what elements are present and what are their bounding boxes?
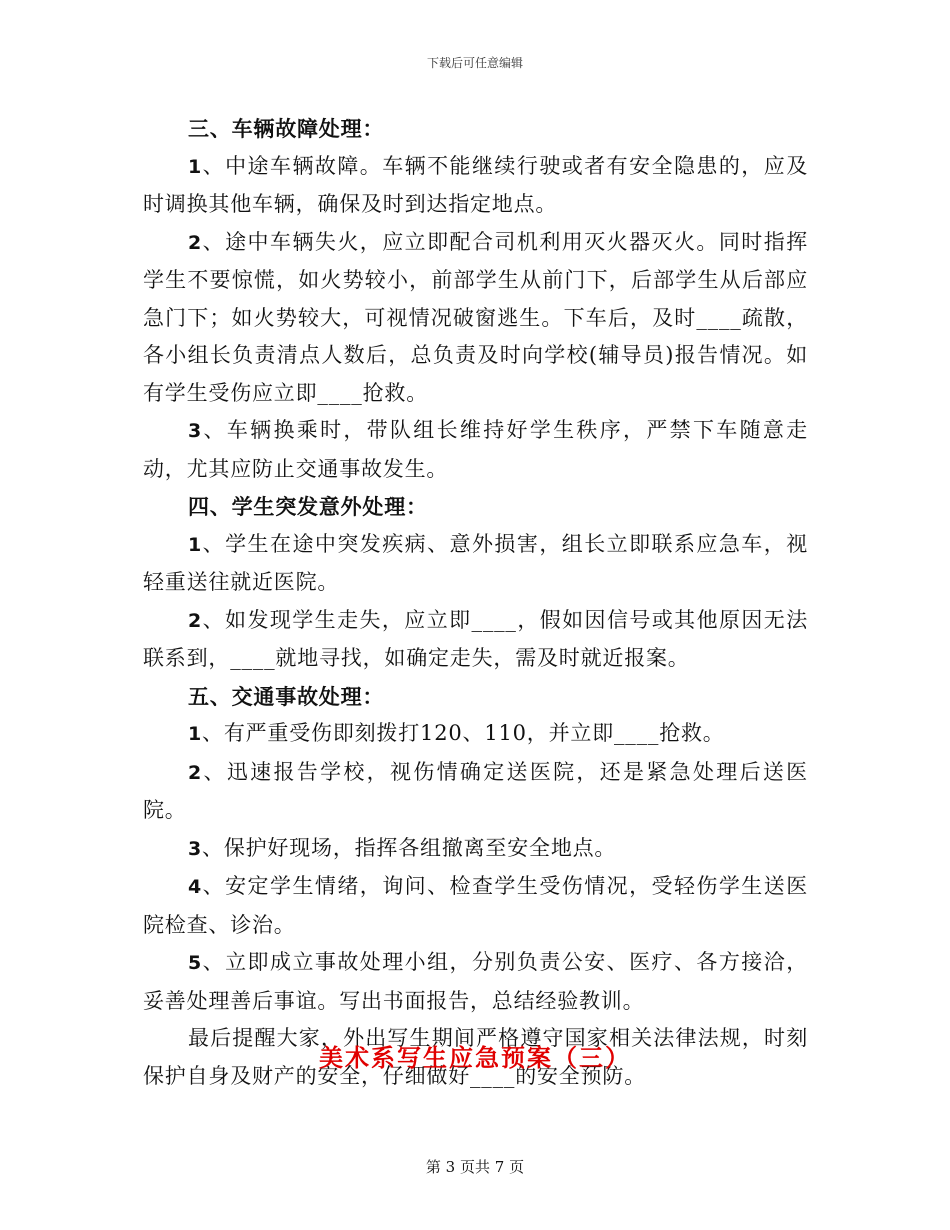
paragraph [143, 830, 808, 869]
section-heading-traffic: 五、交通事故处理： [188, 683, 385, 709]
document-body [143, 110, 808, 1095]
paragraph [143, 412, 808, 488]
paragraph-text: 、如发现学生走失，应立即____，假如因信号或其他原因无法联系到，____就地寻找，如确定走失，需及时就近报案。 [143, 607, 808, 670]
paragraph-text: 、中途车辆故障。车辆不能继续行驶或者有安全隐患的，应及时调换其他车辆，确保及时到达指定地点。 [143, 153, 808, 216]
section-heading-student: 四、学生突发意外处理： [188, 494, 428, 519]
paragraph [143, 224, 808, 413]
page-footer: 第 3 页共 7 页 [425, 1158, 525, 1176]
paragraph-text: 、安定学生情绪，询问、检查学生受伤情况，受轻伤学生送医院检查、诊治。 [143, 874, 808, 937]
item-number: 3 [188, 837, 203, 860]
paragraph [143, 715, 808, 754]
paragraph-text: 、车辆换乘时，带队组长维持好学生秩序，严禁下车随意走动，尤其应防止交通事故发生。 [143, 418, 808, 481]
section-heading-vehicle: 三、车辆故障处理： [188, 116, 385, 141]
page-header: 下载后可任意编辑 [426, 56, 523, 70]
paragraph-text: 、途中车辆失火，应立即配合司机利用灭火器灭火。同时指挥学生不要惊慌，如火势较小，前部学生从前门下，后部学生从后部应急门下；如火势较大，可视情况破窗逃生。下车后，及时____疏散，各小组长负责清点人数后，总负责及时向学校(辅导员)报告情况。如有学生受伤应立即____抢救。 [143, 229, 808, 405]
paragraph-text: 、学生在途中突发疾病、意外损害，组长立即联系应急车，视轻重送往就近医院。 [143, 531, 808, 594]
paragraph-text: 、有严重受伤即刻拨打120、110，并立即____抢救。 [202, 721, 725, 745]
item-number: 1 [188, 155, 203, 178]
item-number: 4 [188, 876, 203, 898]
item-number: 3 [188, 420, 203, 442]
item-number: 2 [188, 231, 203, 254]
paragraph [143, 526, 808, 602]
paragraph-text: 、迅速报告学校，视伤情确定送医院，还是紧急处理后送医院。 [143, 759, 808, 822]
paragraph [143, 944, 808, 1020]
paragraph-text: 、保护好现场，指挥各组撤离至安全地点。 [202, 835, 617, 860]
closing-paragraph: 最后提醒大家，外出写生期间严格遵守国家相关法律法规，时刻保护自身及财产的安全，仔细做好____的安全预防。 [143, 1026, 808, 1088]
paragraph [143, 754, 808, 830]
item-number: 1 [188, 533, 203, 556]
paragraph [143, 148, 808, 224]
paragraph [143, 868, 808, 944]
item-number: 2 [188, 761, 203, 784]
item-number: 2 [188, 609, 203, 632]
item-number: 1 [188, 723, 203, 745]
paragraph-text: 、立即成立事故处理小组，分别负责公安、医疗、各方接洽，妥善处理善后事谊。写出书面报告，总结经验教训。 [143, 950, 808, 1013]
paragraph [143, 602, 808, 678]
section-title: 美术系写生应急预案（三） [319, 1043, 631, 1072]
item-number: 5 [188, 952, 203, 974]
